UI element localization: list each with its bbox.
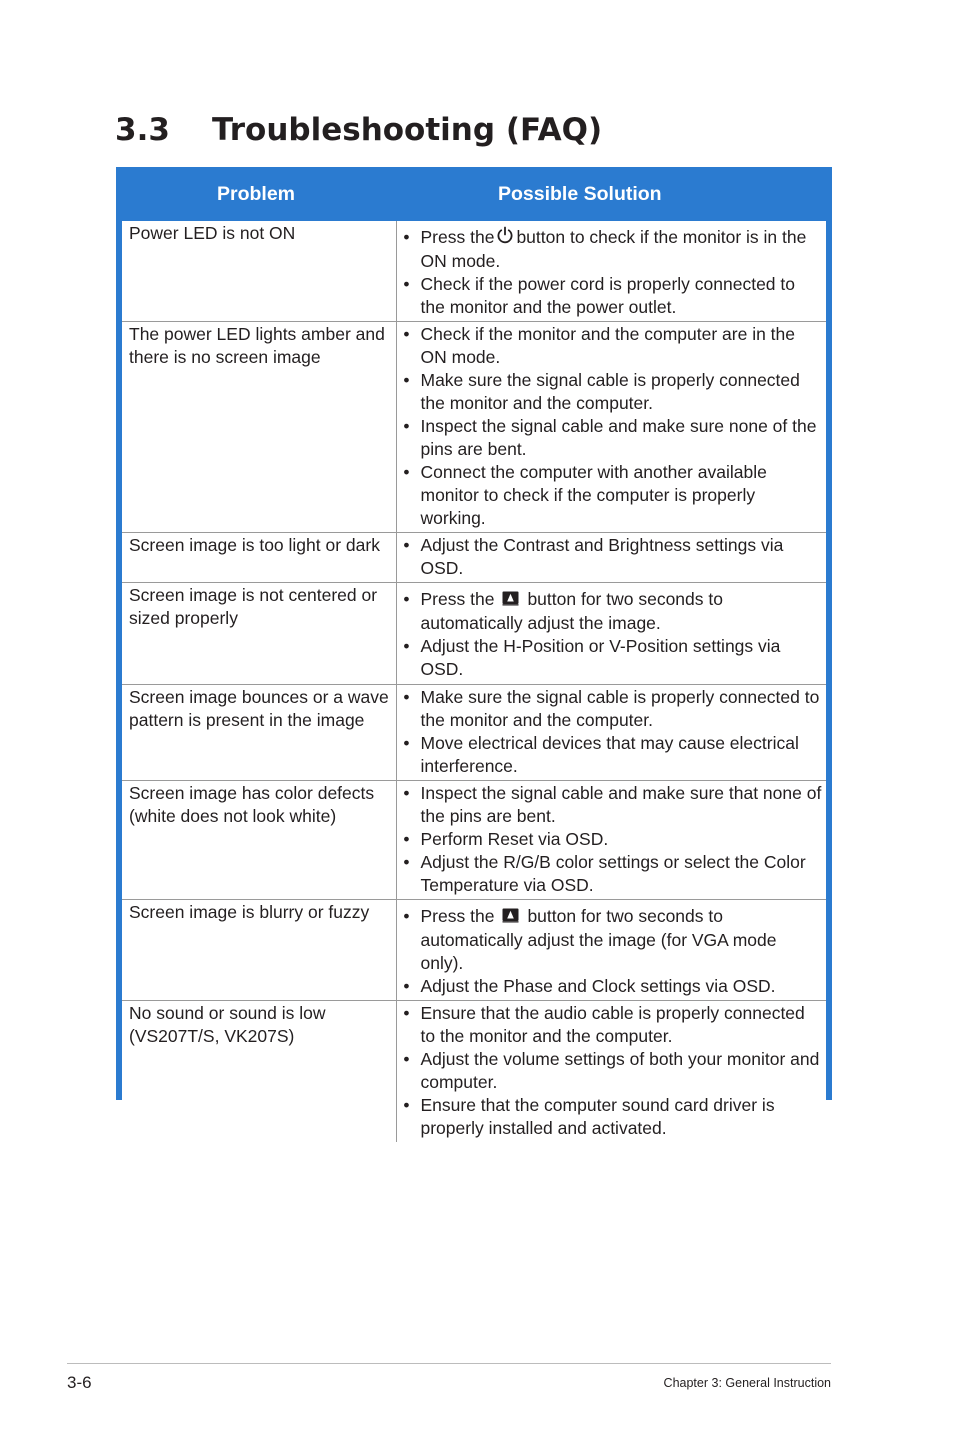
solution-item: [401, 975, 823, 998]
solution-item: [401, 782, 823, 828]
solution-list: [401, 782, 823, 897]
solution-cell: [396, 1001, 826, 1143]
solution-list: [401, 686, 823, 778]
solution-text: Adjust the Contrast and Brightness settings via OSD.: [420, 535, 784, 578]
solution-item: [401, 222, 823, 273]
solution-text: Move electrical devices that may cause electrical interference.: [420, 733, 799, 776]
solution-text: Ensure that the audio cable is properly connected to the monitor and the computer.: [420, 1003, 805, 1046]
problem-cell: Screen image is too light or dark: [122, 533, 396, 583]
solution-text: Press the: [420, 589, 495, 609]
solution-item: [401, 369, 823, 415]
table-row: [122, 781, 826, 900]
solution-list: [401, 901, 823, 998]
table-row: [122, 900, 826, 1001]
solution-list: [401, 534, 823, 580]
solution-item: [401, 534, 823, 580]
solution-item: [401, 1094, 823, 1140]
solution-text: Connect the computer with another available monitor to check if the computer is properly working.: [420, 462, 767, 528]
bullet-icon: •: [403, 829, 410, 849]
solution-list: [401, 584, 823, 681]
bullet-icon: •: [403, 687, 410, 707]
bullet-icon: •: [403, 370, 410, 390]
bullet-icon: •: [403, 589, 410, 609]
solution-item: [401, 584, 823, 635]
solution-text: Inspect the signal cable and make sure none of the pins are bent.: [420, 416, 817, 459]
faq-table: [122, 167, 826, 1142]
solution-cell: [396, 583, 826, 685]
problem-cell: Screen image has color defects (white does not look white): [122, 781, 396, 900]
solution-text: Make sure the signal cable is properly connected the monitor and the computer.: [420, 370, 800, 413]
footer-divider: [67, 1363, 831, 1364]
bullet-icon: •: [403, 733, 410, 753]
solution-cell: [396, 685, 826, 781]
solution-cell: [396, 322, 826, 533]
solution-text: Check if the monitor and the computer are in the ON mode.: [420, 324, 796, 367]
faq-table-frame: [116, 167, 832, 1138]
table-row: [122, 533, 826, 583]
solution-text: button for two seconds to automatically adjust the image.: [420, 589, 723, 633]
solution-text: Inspect the signal cable and make sure that none of the pins are bent.: [420, 783, 822, 826]
solution-item: [401, 1048, 823, 1094]
page-number: 3-6: [67, 1373, 92, 1392]
power-icon: [496, 226, 514, 250]
header-problem: Problem: [122, 167, 396, 221]
problem-cell: The power LED lights amber and there is no screen image: [122, 322, 396, 533]
problem-cell: Screen image is not centered or sized properly: [122, 583, 396, 685]
solution-cell: [396, 781, 826, 900]
bullet-icon: •: [403, 535, 410, 555]
bullet-icon: •: [403, 324, 410, 344]
bullet-icon: •: [403, 462, 410, 482]
problem-cell: Power LED is not ON: [129, 223, 296, 243]
solution-item: [401, 686, 823, 732]
solution-cell: [396, 221, 826, 322]
table-body: [122, 221, 826, 1142]
table-row: [122, 685, 826, 781]
bullet-icon: •: [403, 852, 410, 872]
table-row: [122, 221, 826, 322]
solution-text: Check if the power cord is properly connected to the monitor and the power outlet.: [420, 274, 795, 317]
table-row: [122, 322, 826, 533]
solution-text: button to check if the monitor is in the ON mode.: [420, 227, 807, 271]
bullet-icon: •: [403, 227, 410, 247]
solution-text: button for two seconds to automatically adjust the image (for VGA mode only).: [420, 906, 777, 973]
solution-text: Adjust the volume settings of both your monitor and computer.: [420, 1049, 820, 1092]
solution-item: [401, 901, 823, 975]
solution-list: [401, 1002, 823, 1140]
problem-cell: No sound or sound is low (VS207T/S, VK207S): [122, 1001, 396, 1143]
solution-list: [401, 222, 823, 319]
solution-text: Ensure that the computer sound card driver is properly installed and activated.: [420, 1095, 775, 1138]
table-row: [122, 583, 826, 685]
bullet-icon: •: [403, 906, 410, 926]
solution-item: [401, 851, 823, 897]
solution-text: Perform Reset via OSD.: [420, 829, 609, 849]
solution-item: [401, 461, 823, 530]
auto-adjust-icon: [502, 589, 519, 612]
section-title-text: Troubleshooting (FAQ): [212, 112, 603, 148]
problem-cell: Screen image bounces or a wave pattern is present in the image: [122, 685, 396, 781]
bullet-icon: •: [403, 1049, 410, 1069]
table-row: [122, 1001, 826, 1143]
problem-cell: Screen image is blurry or fuzzy: [122, 900, 396, 1001]
bullet-icon: •: [403, 783, 410, 803]
solution-item: [401, 732, 823, 778]
solution-text: Press the: [420, 227, 495, 247]
bullet-icon: •: [403, 1003, 410, 1023]
solution-text: Make sure the signal cable is properly connected to the monitor and the computer.: [420, 687, 820, 730]
solution-text: Press the: [420, 906, 495, 926]
auto-adjust-icon: [502, 906, 519, 929]
bullet-icon: •: [403, 976, 410, 996]
chapter-label: Chapter 3: General Instruction: [663, 1376, 831, 1390]
solution-cell: [396, 900, 826, 1001]
bullet-icon: •: [403, 636, 410, 656]
table-header-row: [122, 167, 826, 221]
solution-cell: [396, 533, 826, 583]
bullet-icon: •: [403, 416, 410, 436]
section-title: [115, 112, 602, 148]
solution-item: [401, 635, 823, 681]
solution-item: [401, 273, 823, 319]
section-number: 3.3: [115, 112, 170, 148]
solution-list: [401, 323, 823, 530]
solution-item: [401, 415, 823, 461]
bullet-icon: •: [403, 274, 410, 294]
solution-item: [401, 1002, 823, 1048]
solution-text: Adjust the R/G/B color settings or select the Color Temperature via OSD.: [420, 852, 806, 895]
solution-item: [401, 828, 823, 851]
bullet-icon: •: [403, 1095, 410, 1115]
solution-item: [401, 323, 823, 369]
header-solution: Possible Solution: [396, 167, 826, 221]
solution-text: Adjust the H-Position or V-Position settings via OSD.: [420, 636, 781, 679]
solution-text: Adjust the Phase and Clock settings via OSD.: [420, 976, 776, 996]
